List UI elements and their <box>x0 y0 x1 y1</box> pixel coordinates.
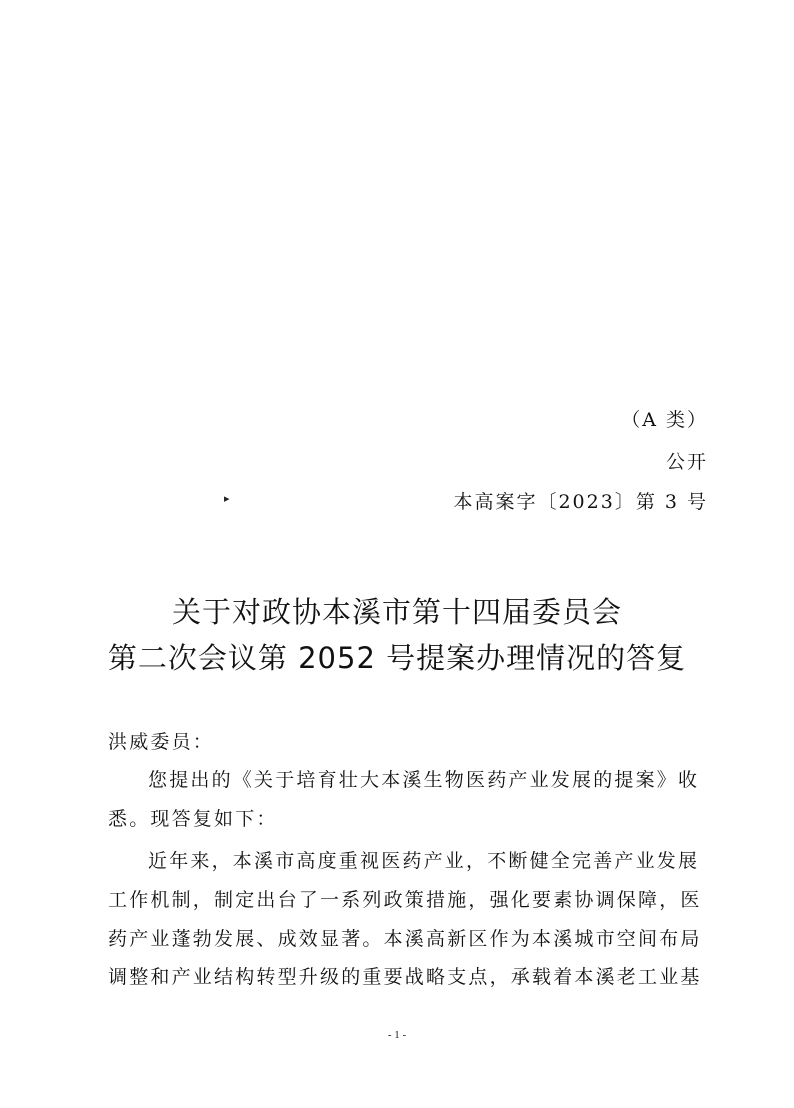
document-title-line-2: 第二次会议第 2052 号提案办理情况的答复 <box>107 641 687 675</box>
triangle-marker-icon: ▸ <box>224 492 230 505</box>
document-title-line-1: 关于对政协本溪市第十四届委员会 <box>171 595 622 629</box>
body-line: 调整和产业结构转型升级的重要战略支点，承载着本溪老工业基 <box>108 966 702 988</box>
body-line: 近年来，本溪市高度重视医药产业，不断健全完善产业发展 <box>148 850 700 872</box>
salutation: 洪威委员： <box>108 731 215 753</box>
body-line: 药产业蓬勃发展、成效显著。本溪高新区作为本溪城市空间布局 <box>108 928 702 950</box>
body-line: 您提出的《关于培育壮大本溪生物医药产业发展的提案》收 <box>148 769 700 791</box>
page-number: - 1 - <box>387 1029 407 1041</box>
classification-label: （A 类） <box>621 409 708 431</box>
disclosure-label: 公开 <box>665 451 708 473</box>
body-line: 悉。现答复如下： <box>108 808 278 830</box>
document-number: 本高案字〔2023〕第 3 号 <box>453 491 708 513</box>
body-line: 工作机制，制定出台了一系列政策措施，强化要素协调保障，医 <box>108 889 702 911</box>
